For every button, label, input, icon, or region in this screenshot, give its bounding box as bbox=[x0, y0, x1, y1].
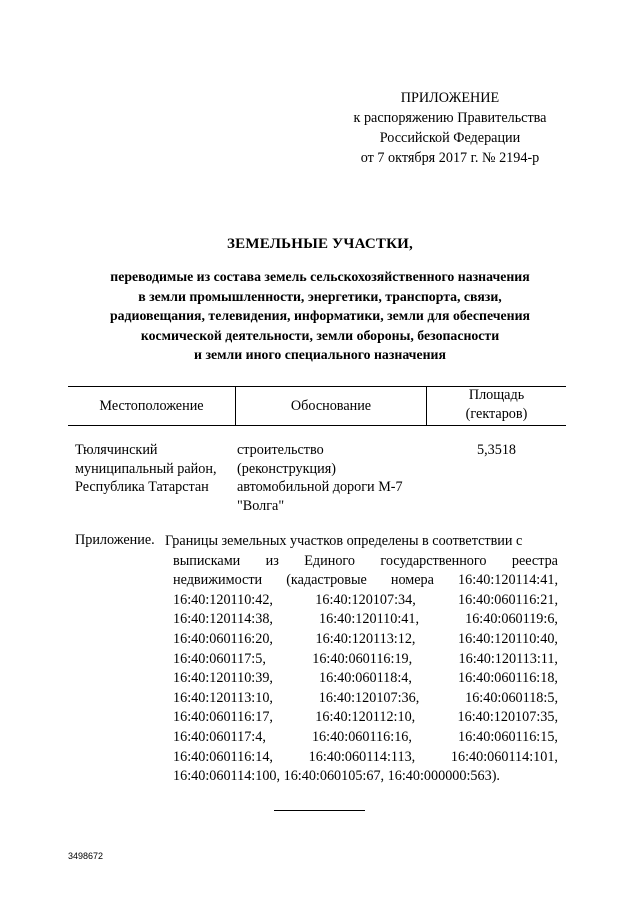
row-basis bbox=[237, 441, 403, 515]
note-line: 16:40:120113:10, 16:40:120107:36, 16:40:060118:5, bbox=[173, 689, 558, 706]
document-number: 3498672 bbox=[68, 851, 104, 861]
header-area-line-1: Площадь bbox=[468, 387, 525, 403]
note-line: 16:40:120110:42, 16:40:120107:34, 16:40:060116:21, bbox=[173, 591, 558, 608]
note-line: 16:40:060116:14, 16:40:060114:113, 16:40:060114:101, bbox=[173, 748, 558, 765]
row-basis-line: (реконструкция) bbox=[237, 460, 336, 477]
row-location-line: муниципальный район, bbox=[75, 460, 217, 477]
appendix-title: ПРИЛОЖЕНИЕ bbox=[400, 90, 500, 106]
note-line: 16:40:060117:4, 16:40:060116:16, 16:40:060116:15, bbox=[173, 728, 558, 745]
header-area-line-2: (гектаров) bbox=[465, 406, 528, 422]
row-basis-line: "Волга" bbox=[237, 497, 285, 514]
note-line: 16:40:060117:5, 16:40:060116:19, 16:40:120113:11, bbox=[173, 650, 558, 667]
note-line: 16:40:120114:38, 16:40:120110:41, 16:40:060119:6, bbox=[173, 611, 558, 628]
note-label: Приложение. bbox=[75, 532, 155, 548]
heading-main: ЗЕМЕЛЬНЫЕ УЧАСТКИ, bbox=[227, 236, 413, 252]
row-location-line: Тюлячинский bbox=[75, 442, 158, 458]
table-header-rule bbox=[68, 425, 566, 426]
note-line: недвижимости (кадастровые номера 16:40:120114:41, bbox=[173, 572, 558, 589]
row-location-line: Республика Татарстан bbox=[75, 479, 209, 495]
row-basis-line: автомобильной дороги М-7 bbox=[237, 479, 403, 495]
heading-sub-line: радиовещания, телевидения, информатики, земли для обеспечения bbox=[109, 308, 530, 323]
heading-sub-line: и земли иного специального назначения bbox=[194, 347, 446, 362]
note-line: выписками из Единого государственного реестра bbox=[173, 552, 558, 569]
header-area bbox=[427, 386, 566, 424]
row-area: 5,3518 bbox=[476, 442, 516, 458]
appendix-line-3: от 7 октября 2017 г. № 2194-р bbox=[360, 150, 540, 166]
heading-sub-line: переводимые из состава земель сельскохозяйственного назначения bbox=[110, 269, 530, 284]
appendix-line-1: к распоряжению Правительства bbox=[353, 110, 547, 126]
note-body bbox=[165, 532, 558, 787]
appendix-header bbox=[320, 88, 580, 168]
header-location: Местоположение bbox=[99, 398, 204, 414]
row-basis-line: строительство bbox=[237, 442, 324, 458]
note-line: 16:40:120110:39, 16:40:060118:4, 16:40:060116:18, bbox=[173, 670, 558, 687]
appendix-line-2: Российской Федерации bbox=[379, 130, 521, 146]
header-basis: Обоснование bbox=[290, 398, 372, 414]
note-line: 16:40:060116:20, 16:40:120113:12, 16:40:120110:40, bbox=[173, 630, 558, 647]
note-last-line: 16:40:060114:100, 16:40:060105:67, 16:40:000000:563). bbox=[173, 768, 500, 785]
closing-rule bbox=[274, 810, 365, 811]
heading-sub-line: в земли промышленности, энергетики, транспорта, связи, bbox=[138, 288, 502, 304]
heading-subtitle bbox=[70, 267, 570, 365]
heading-sub-line: космической деятельности, земли обороны, безопасности bbox=[140, 327, 500, 343]
note-first-line: Границы земельных участков определены в соответствии с bbox=[165, 533, 523, 549]
note-line: 16:40:060116:17, 16:40:120112:10, 16:40:120107:35, bbox=[173, 709, 558, 726]
row-location bbox=[75, 441, 217, 497]
document-heading bbox=[70, 236, 570, 365]
